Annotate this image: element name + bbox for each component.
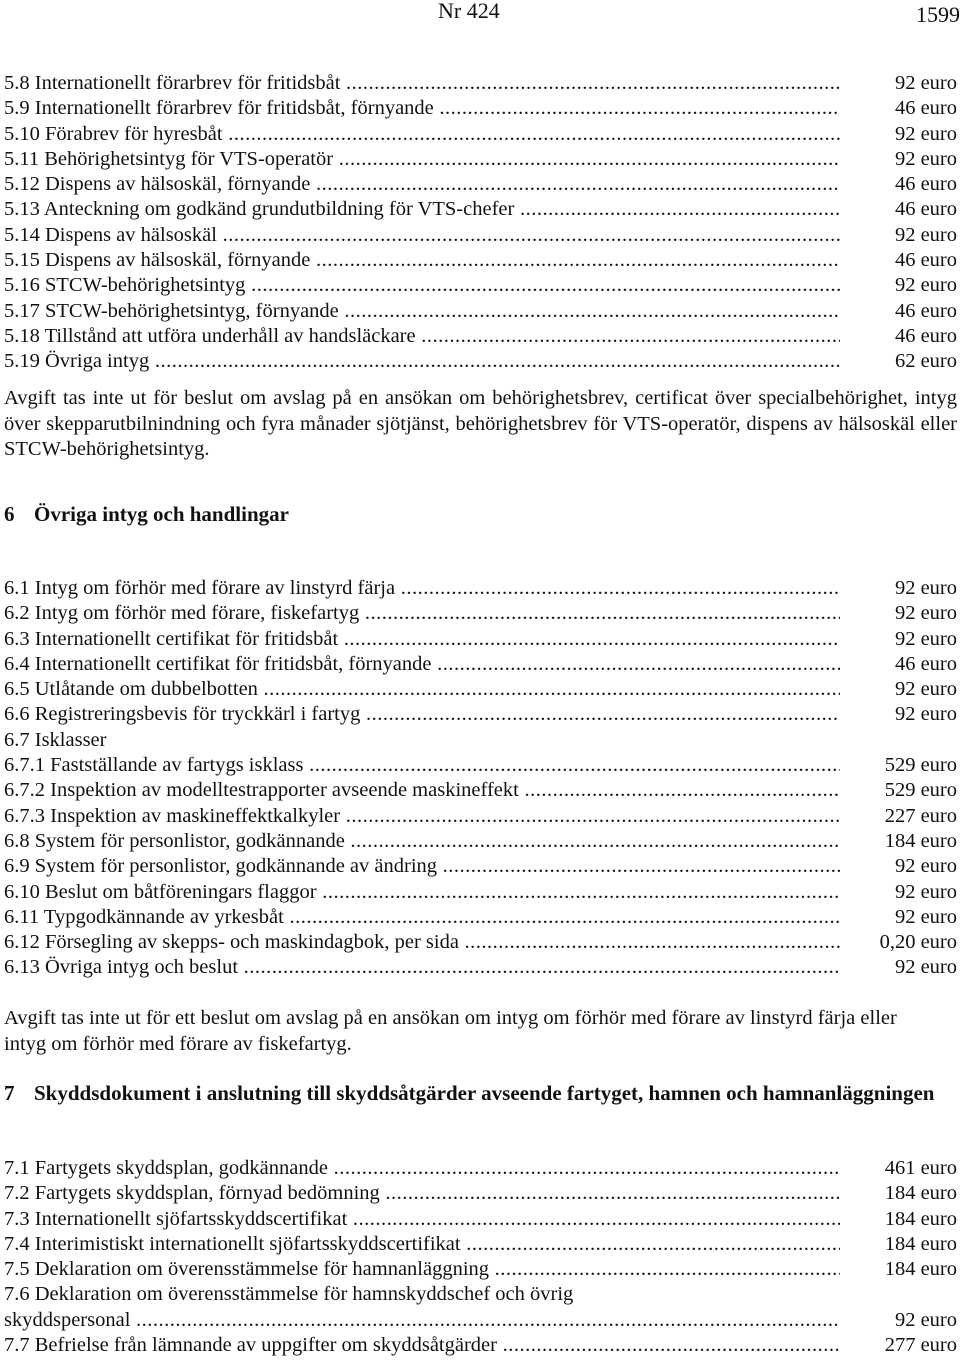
fee-label: 5.18 Tillstånd att utföra underhåll av handsläckare ..... <box>4 324 840 349</box>
fee-amount: 184 euro <box>884 1232 957 1255</box>
section7-fee-list <box>4 1156 957 1358</box>
fee-label: 6.9 System för personlistor, godkännande av ändring ..... <box>4 854 840 879</box>
fee-row <box>4 930 957 955</box>
fee-row <box>4 1181 957 1206</box>
fee-amount: 227 euro <box>884 804 957 827</box>
fee-label: 6.13 Övriga intyg och beslut ..... <box>4 955 840 980</box>
fee-row <box>4 248 957 273</box>
fee-label: 7.3 Internationellt sjöfartsskyddscertifikat ..... <box>4 1207 840 1232</box>
fee-amount: 92 euro <box>894 122 957 145</box>
fee-amount: 529 euro <box>884 779 957 802</box>
fee-row <box>4 955 957 980</box>
section-title: Övriga intyg och handlingar <box>34 502 289 526</box>
fee-amount: 461 euro <box>884 1157 957 1179</box>
fee-row <box>4 576 957 601</box>
fee-row <box>4 1282 957 1333</box>
fee-label: 5.19 Övriga intyg ..... <box>4 349 840 374</box>
section5-fee-list <box>4 71 957 375</box>
fee-label: 6.7.2 Inspektion av modelltestrapporter avseende maskineffekt ..... <box>4 778 840 803</box>
fee-label: 6.12 Försegling av skepps- och maskindagbok, per sida ..... <box>4 930 840 955</box>
fee-row-subheading <box>4 728 957 753</box>
fee-label: 6.5 Utlåtande om dubbelbotten ..... <box>4 677 840 702</box>
fee-label: 6.7.1 Fastställande av fartygs isklass ..... <box>4 753 840 778</box>
fee-amount: 46 euro <box>894 299 957 322</box>
fee-row <box>4 854 957 879</box>
fee-label: 7.7 Befrielse från lämnande av uppgifter om skyddsåtgärder ..... <box>4 1333 840 1358</box>
fee-label: 5.14 Dispens av hälsoskäl ..... <box>4 223 840 248</box>
fee-row <box>4 1207 957 1232</box>
fee-amount: 92 euro <box>894 905 957 928</box>
fee-amount: 277 euro <box>884 1334 957 1357</box>
fee-label: 7.4 Interimistiskt internationellt sjöfartsskyddscertifikat ..... <box>4 1232 840 1257</box>
fee-row <box>4 880 957 905</box>
fee-row <box>4 197 957 222</box>
fee-label: 5.11 Behörighetsintyg för VTS-operatör ..... <box>4 147 840 172</box>
section6-heading <box>4 502 289 527</box>
fee-amount: 46 euro <box>894 198 957 221</box>
fee-amount: 92 euro <box>894 602 957 625</box>
section6-note: Avgift tas inte ut för ett beslut om avslag på en ansökan om intyg om förhör med förare av linstyrd färja eller intyg om förhör med förare av fiskefartyg. <box>4 1007 897 1055</box>
fee-amount: 62 euro <box>894 350 957 373</box>
fee-row <box>4 1333 957 1358</box>
fee-label: 6.6 Registreringsbevis för tryckkärl i fartyg ..... <box>4 702 840 727</box>
fee-label: 6.11 Typgodkännande av yrkesbåt ..... <box>4 905 840 930</box>
fee-amount: 92 euro <box>894 274 957 297</box>
fee-label: 6.3 Internationellt certifikat för fritidsbåt ..... <box>4 627 840 652</box>
fee-row <box>4 147 957 172</box>
fee-label: 5.17 STCW-behörighetsintyg, förnyande ..... <box>4 299 840 324</box>
fee-row <box>4 601 957 626</box>
fee-label: 6.7.3 Inspektion av maskineffektkalkyler ..... <box>4 804 840 829</box>
fee-row <box>4 1232 957 1257</box>
section6-fee-list <box>4 576 957 981</box>
fee-label: 6.8 System för personlistor, godkännande ..... <box>4 829 840 854</box>
fee-row <box>4 829 957 854</box>
fee-label: 5.9 Internationellt förarbrev för fritidsbåt, förnyande ..... <box>4 96 840 121</box>
fee-amount: 529 euro <box>884 754 957 777</box>
fee-label: 5.12 Dispens av hälsoskäl, förnyande ..... <box>4 172 840 197</box>
section-title: Skyddsdokument i anslutning till skyddsåtgärder avseende fartyget, hamnen och hamnanläggningen <box>34 1081 935 1105</box>
fee-label: 6.2 Intyg om förhör med förare, fiskefartyg ..... <box>4 601 840 626</box>
fee-label: 5.10 Förabrev för hyresbåt ..... <box>4 122 840 147</box>
fee-row <box>4 223 957 248</box>
fee-amount: 184 euro <box>884 1207 957 1230</box>
section-number: 6 <box>4 502 15 526</box>
fee-row <box>4 349 957 374</box>
fee-row <box>4 1156 957 1181</box>
fee-label: 6.10 Beslut om båtföreningars flaggor ..... <box>4 880 840 905</box>
fee-row <box>4 122 957 147</box>
fee-row <box>4 652 957 677</box>
fee-amount: 46 euro <box>894 173 957 196</box>
fee-amount: 184 euro <box>884 829 957 852</box>
fee-label: 5.13 Anteckning om godkänd grundutbildning för VTS-chefer ..... <box>4 197 840 222</box>
fee-row <box>4 172 957 197</box>
fee-amount: 184 euro <box>884 1182 957 1205</box>
fee-row <box>4 273 957 298</box>
fee-amount: 46 euro <box>894 249 957 272</box>
fee-label: 5.16 STCW-behörighetsintyg ..... <box>4 273 840 298</box>
fee-row <box>4 71 957 96</box>
fee-amount: 184 euro <box>884 1258 957 1281</box>
fee-label-line1: 7.6 Deklaration om överensstämmelse för hamnskyddschef och övrig <box>4 1283 574 1306</box>
fee-row <box>4 677 957 702</box>
fee-row <box>4 299 957 324</box>
fee-row <box>4 96 957 121</box>
fee-row <box>4 702 957 727</box>
fee-label: 7.5 Deklaration om överensstämmelse för hamnanläggning ..... <box>4 1257 840 1282</box>
fee-label: 6.1 Intyg om förhör med förare av linstyrd färja ..... <box>4 576 840 601</box>
fee-row <box>4 778 957 803</box>
fee-row <box>4 324 957 349</box>
fee-amount: 92 euro <box>894 577 957 599</box>
fee-amount: 92 euro <box>894 703 957 726</box>
issue-number: Nr 424 <box>438 0 500 23</box>
fee-amount: 92 euro <box>894 678 957 701</box>
fee-label: 7.1 Fartygets skyddsplan, godkännande ..... <box>4 1156 840 1181</box>
section-number: 7 <box>4 1081 15 1105</box>
fee-row <box>4 804 957 829</box>
fee-amount: 0,20 euro <box>879 931 957 954</box>
fee-label: 7.2 Fartygets skyddsplan, förnyad bedömning ..... <box>4 1181 840 1206</box>
fee-amount: 92 euro <box>894 627 957 650</box>
fee-amount: 46 euro <box>894 97 957 120</box>
fee-label-line2: skyddspersonal ..... <box>4 1308 840 1333</box>
fee-amount: 92 euro <box>894 880 957 903</box>
page-number: 1599 <box>916 2 960 27</box>
fee-amount: 92 euro <box>894 956 957 979</box>
fee-label: 6.4 Internationellt certifikat för fritidsbåt, förnyande ..... <box>4 652 840 677</box>
section5-note: Avgift tas inte ut för beslut om avslag på en ansökan om behörighetsbrev, certificat över specialbehörighet, intyg över skepparutbilnindning och fyra månader sjötjänst, behörighetsbrev för VTS-operatör, dispens av hälsoskäl eller STCW-behörighetsintyg. <box>4 387 957 460</box>
fee-amount: 46 euro <box>894 324 957 347</box>
fee-label: 6.7 Isklasser <box>4 728 107 751</box>
fee-amount: 92 euro <box>894 855 957 878</box>
fee-amount: 92 euro <box>894 147 957 170</box>
fee-label: 5.8 Internationellt förarbrev för fritidsbåt ..... <box>4 71 840 96</box>
fee-label: 5.15 Dispens av hälsoskäl, förnyande ..... <box>4 248 840 273</box>
fee-amount: 92 euro <box>894 223 957 246</box>
fee-row <box>4 905 957 930</box>
fee-amount: 92 euro <box>894 72 957 94</box>
section7-heading <box>4 1081 944 1106</box>
fee-amount: 92 euro <box>894 1308 957 1331</box>
fee-row <box>4 1257 957 1282</box>
fee-row <box>4 753 957 778</box>
fee-amount: 46 euro <box>894 652 957 675</box>
fee-row <box>4 627 957 652</box>
